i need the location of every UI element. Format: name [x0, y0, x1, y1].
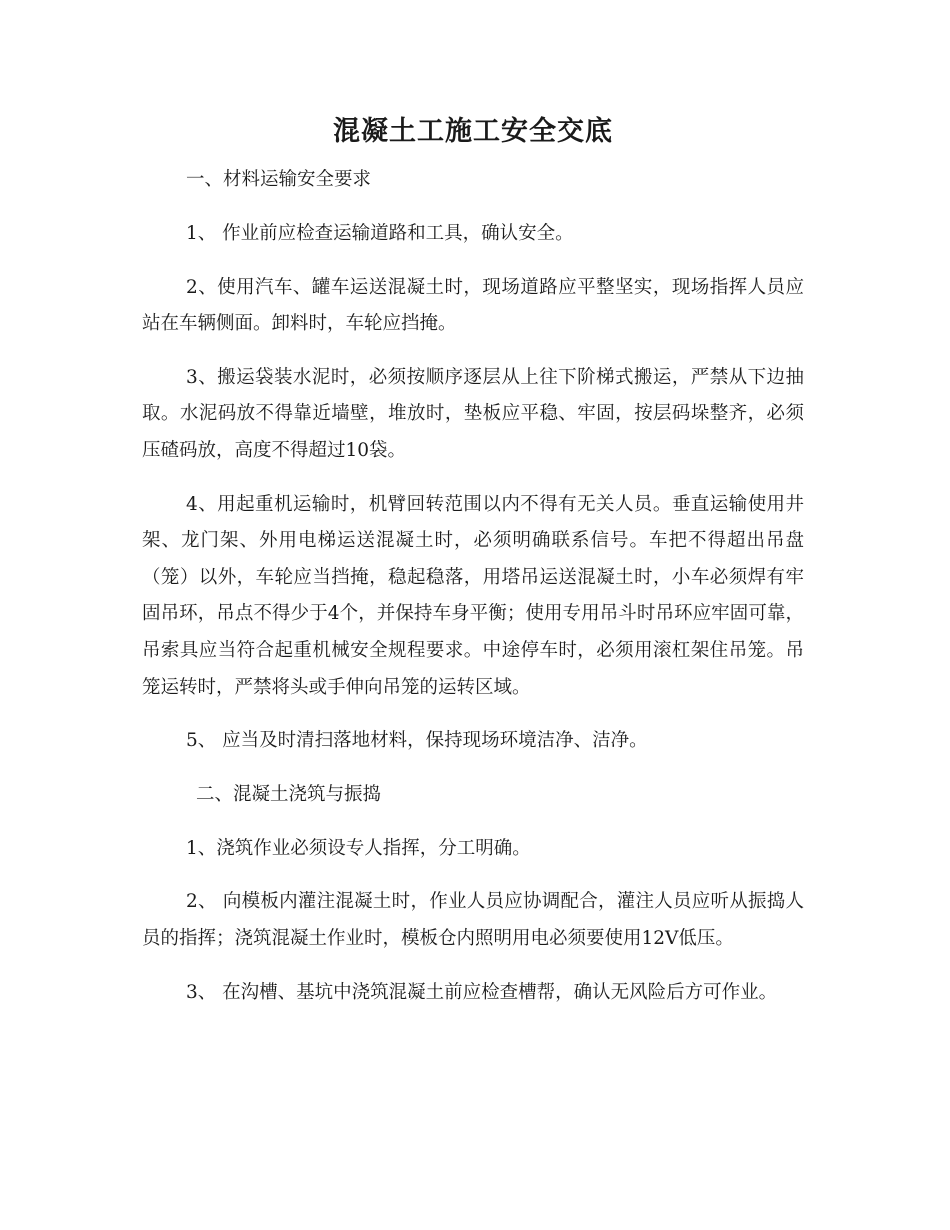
paragraph: 3、搬运袋装水泥时，必须按顺序逐层从上往下阶梯式搬运，严禁从下边抽取。水泥码放不得靠近墙壁，堆放时，垫板应平稳、牢固，按层码垛整齐，必须压碴码放，高度不得超过10袋。: [142, 366, 804, 461]
paragraph: 2、 向模板内灌注混凝土时，作业人员应协调配合，灌注人员应听从振捣人员的指挥；浇筑混凝土作业时，模板仓内照明用电必须要使用12V低压。: [142, 891, 804, 949]
section-heading: 二、混凝土浇筑与振捣: [196, 783, 382, 805]
paragraph: 1、 作业前应检查运输道路和工具，确认安全。: [186, 223, 574, 244]
section-heading: 一、材料运输安全要求: [186, 169, 372, 190]
section-material-transport: [142, 162, 804, 760]
paragraph: 4、用起重机运输时，机臂回转范围以内不得有无关人员。垂直运输使用井架、龙门架、外用电梯运送混凝土时，必须明确联系信号。车把不得超出吊盘（笼）以外，车轮应当挡掩，稳起稳落，用塔吊运送混凝土时，小车必须焊有牢固吊环，吊点不得少于4个，并保持车身平衡；使用专用吊斗时吊环应牢固可靠，吊索具应当符合起重机械安全规程要求。中途停车时，必须用滚杠架住吊笼。吊笼运转时，严禁将头或手伸向吊笼的运转区域。: [142, 493, 804, 698]
paragraph: 2、使用汽车、罐车运送混凝土时，现场道路应平整坚实，现场指挥人员应站在车辆侧面。卸料时，车轮应挡掩。: [142, 276, 804, 335]
paragraph: 3、 在沟槽、基坑中浇筑混凝土前应检查槽帮，确认无风险后方可作业。: [186, 981, 778, 1003]
section-pouring-vibrating: [142, 777, 804, 1011]
paragraph: 1、浇筑作业必须设专人指挥，分工明确。: [186, 837, 531, 859]
paragraph: 5、 应当及时清扫落地材料，保持现场环境洁净、洁净。: [186, 730, 648, 752]
document-page: [142, 110, 804, 1028]
document-title: 混凝土工施工安全交底: [333, 116, 613, 147]
